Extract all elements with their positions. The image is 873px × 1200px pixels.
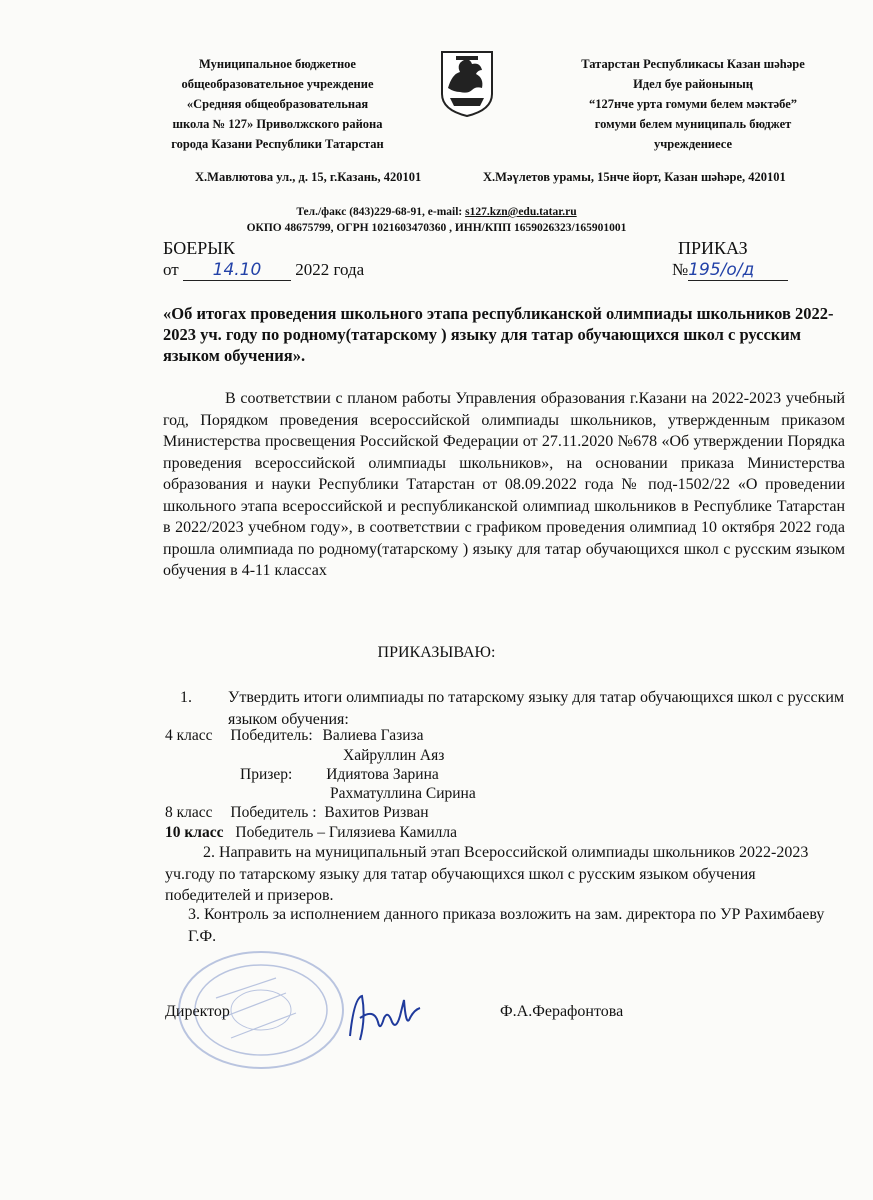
- item-1-text: Утвердить итоги олимпиады по татарскому языку для татар обучающихся школ с русским языком обучения:: [228, 689, 845, 728]
- address-tatar: Х.Мәүлетов урамы, 15нче йорт, Казан шәһәре, 420101: [483, 170, 786, 184]
- date-underline: [183, 260, 291, 281]
- org-line: школа № 127» Приволжского района: [172, 117, 383, 131]
- org-line: учреждениесе: [653, 137, 733, 151]
- kazan-emblem-icon: [438, 48, 496, 118]
- registration-codes: ОКПО 48675799, ОГРН 1021603470360 , ИНН/КПП 1659026323/165901001: [246, 222, 627, 234]
- org-line: «Средняя общеобразовательная: [186, 97, 369, 111]
- year-label: 2022 года: [295, 260, 365, 279]
- preamble-text: В соответствии с планом работы Управления образования г.Казани на 2022-2023 учебный год, Порядком проведения всероссийской олимпиады школьников, утвержденным приказом Министерства просвещения Российской Федерации от 27.11.2020 №678 «Об утверждении Порядка проведения всероссийской олимпиады школьников», на основании приказа Министерства образования и науки Республики Татарстан от 08.09.2022 года № под-1502/22 «О проведении школьного этапа всероссийской и республиканской олимпиад школьников в Республике Татарстан в 2022/2023 учебном году», в соответствии с графиком проведения олимпиад 10 октября 2022 года прошла олимпиада по родному(татарскому ) языку для татар обучающихся школ с русским языком обучения в 4-11 классах: [163, 390, 845, 579]
- item-1: [180, 687, 873, 730]
- prize-name: Рахматуллина Сирина: [330, 785, 476, 802]
- org-name-tatar: [548, 54, 838, 154]
- preamble-paragraph: [163, 388, 845, 582]
- handwritten-signature-icon: [340, 988, 430, 1048]
- handwritten-number: 195/о/д: [688, 260, 755, 280]
- winner-name: Валиева Газиза: [322, 727, 424, 744]
- org-line: Муниципальное бюджетное: [198, 57, 356, 71]
- prikaz-label: ПРИКАЗ: [678, 238, 748, 258]
- handwritten-date: 14.10: [212, 260, 262, 280]
- phone-fax: Тел./факс (843)229-68-91, e-mail:: [296, 206, 466, 218]
- grade-label: 10 класс: [165, 824, 224, 841]
- winner-label: Победитель :: [230, 804, 317, 821]
- prize-label: Призер:: [240, 766, 293, 783]
- order-number: [672, 260, 788, 281]
- item-2-text: 2. Направить на муниципальный этап Всероссийской олимпиады школьников 2022-2023 уч.году по татарскому языку для татар обучающихся школ с русским языком обучения победителей и призеров.: [165, 844, 809, 904]
- winner-entry: Победитель – Гилязиева Камилла: [235, 824, 457, 841]
- winner-label: Победитель:: [230, 727, 313, 744]
- order-word: ПРИКАЗЫВАЮ:: [377, 644, 496, 661]
- order-date: [163, 260, 364, 281]
- grade-label: 8 класс: [165, 804, 213, 821]
- item-3-text: 3. Контроль за исполнением данного приказа возложить на зам. директора по УР Рахимбаеву Г.Ф.: [188, 906, 825, 945]
- item-2: [165, 842, 845, 907]
- result-row-grade8: [165, 804, 429, 822]
- org-line: города Казани Республики Татарстан: [171, 137, 384, 151]
- winner-name: Хайруллин Аяз: [343, 747, 445, 764]
- org-line: общеобразовательное учреждение: [181, 77, 374, 91]
- org-line: Татарстан Республикасы Казан шәһәре: [581, 57, 805, 71]
- result-row-grade10: [165, 824, 457, 842]
- signature-name: Ф.А.Ферафонтова: [500, 1003, 624, 1020]
- email-link[interactable]: s127.kzn@edu.tatar.ru: [465, 206, 577, 218]
- winner-name: Вахитов Ризван: [324, 804, 429, 821]
- grade-label: 4 класс: [165, 727, 213, 744]
- order-title: «Об итогах проведения школьного этапа республиканской олимпиады школьников 2022-2023 уч. году по родному(татарскому ) языку для татар обучающихся школ с русским языком обучения».: [163, 304, 834, 365]
- signature-title: Директор: [165, 1003, 230, 1020]
- org-line: “127нче урта гомуми белем мәктәбе”: [588, 97, 798, 111]
- number-label: №: [672, 260, 689, 279]
- contact-line: [0, 206, 873, 218]
- boeryk-label: БОЕРЫК: [163, 238, 235, 258]
- address-russian: Х.Мавлютова ул., д. 15, г.Казань, 420101: [195, 170, 422, 184]
- item-3: [188, 904, 838, 947]
- result-row-prize: [240, 766, 439, 784]
- result-row-grade4: [165, 727, 424, 745]
- item-1-number: 1.: [180, 689, 192, 706]
- number-underline: [688, 260, 788, 281]
- org-name-russian: [140, 54, 415, 154]
- from-label: от: [163, 260, 179, 279]
- org-line: гомуми белем муниципаль бюджет: [594, 117, 792, 131]
- prize-name: Идиятова Зарина: [326, 766, 439, 783]
- org-line: Идел буе районының: [633, 77, 753, 91]
